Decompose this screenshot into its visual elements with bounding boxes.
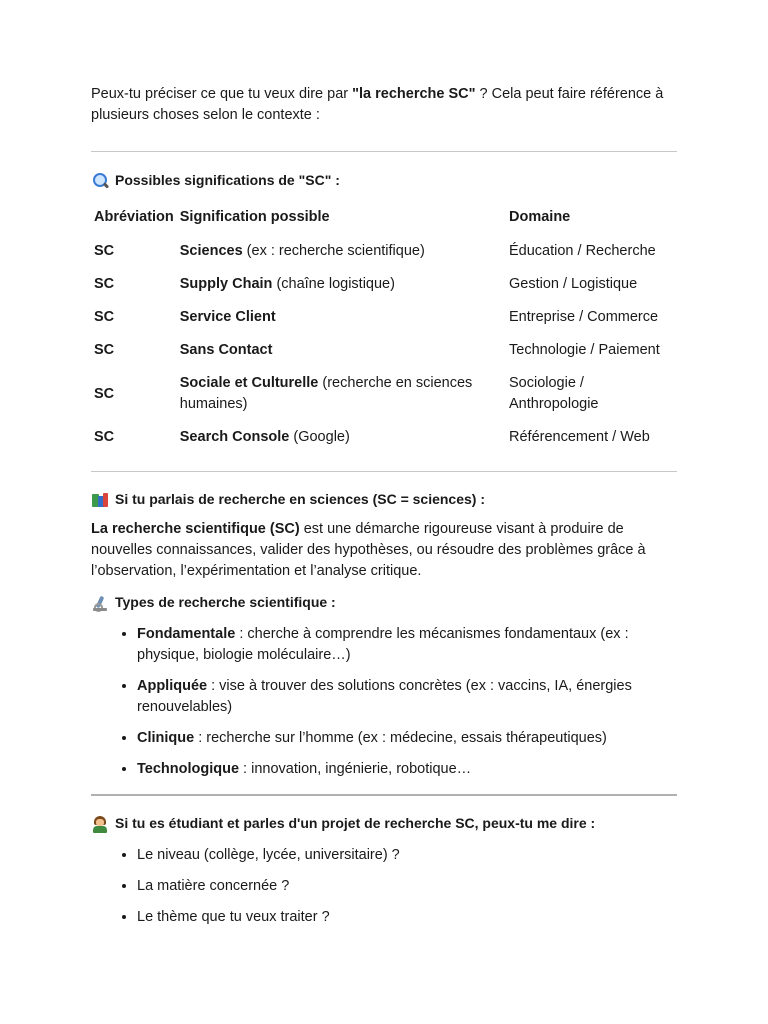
meaning-cell: Sciences (ex : recherche scientifique) [179, 243, 425, 259]
meaning-cell: Sociale et Culturelle (recherche en sciences humaines) [179, 375, 473, 412]
list-item: • Le niveau (collège, lycée, universitaire) ? [137, 844, 677, 866]
abbr-cell: SC [94, 243, 115, 259]
meaning-cell: Search Console (Google) [179, 429, 350, 445]
table-row [91, 421, 677, 454]
science-paragraph: La recherche scientifique (SC) est une démarche rigoureuse visant à produire de nouvelles connaissances, valider des hypothèses, ou résoudre des problèmes grâce à l’observation, l’expérimentation et l’analyse critique. [91, 521, 646, 579]
domain-cell: Sociologie / Anthropologie [509, 375, 599, 412]
meanings-table [91, 201, 677, 454]
types-list [91, 623, 677, 780]
list-item: • La matière concernée ? [137, 875, 677, 897]
abbr-cell: SC [94, 342, 115, 358]
column-header: Abréviation [94, 209, 174, 225]
meaning-cell: Service Client [179, 309, 276, 325]
meaning-cell: Sans Contact [179, 342, 273, 358]
list-item: • Clinique : recherche sur l’homme (ex : médecine, essais thérapeutiques) [137, 727, 677, 749]
list-item: • Appliquée : vise à trouver des solutions concrètes (ex : vaccins, IA, énergies renouvelables) [137, 675, 677, 718]
student-icon [91, 815, 109, 833]
table-header-row [91, 201, 677, 235]
science-heading [91, 489, 677, 510]
column-header: Domaine [509, 209, 571, 225]
meaning-cell: Supply Chain (chaîne logistique) [179, 276, 395, 292]
table-row [91, 268, 677, 301]
meanings-heading [91, 170, 677, 191]
list-item: • Le thème que tu veux traiter ? [137, 906, 677, 928]
intro-text: Peux-tu préciser ce que tu veux dire par [91, 86, 353, 102]
divider [91, 471, 677, 472]
list-item: • Fondamentale : cherche à comprendre les mécanismes fondamentaux (ex : physique, biologie moléculaire…) [137, 623, 677, 666]
abbr-cell: SC [94, 309, 115, 325]
types-heading [91, 592, 677, 613]
divider [91, 151, 677, 152]
chat-response [91, 84, 677, 937]
books-icon [91, 491, 109, 509]
abbr-cell: SC [94, 385, 115, 402]
student-list [91, 844, 677, 928]
intro-text-end: ? Cela peut faire référence à plusieurs choses selon le contexte : [91, 86, 664, 123]
domain-cell: Éducation / Recherche [509, 243, 656, 259]
table-row [91, 301, 677, 334]
intro-bold: "la recherche SC" [352, 86, 476, 102]
abbr-cell: SC [94, 429, 115, 445]
science-heading-text: Si tu parlais de recherche en sciences (SC = sciences) : [115, 491, 486, 507]
table-row [91, 334, 677, 367]
domain-cell: Entreprise / Commerce [509, 309, 659, 325]
list-item: • Technologique : innovation, ingénierie, robotique… [137, 758, 677, 780]
types-heading-text: Types de recherche scientifique : [115, 594, 336, 610]
intro-paragraph [91, 84, 677, 126]
student-heading-text: Si tu es étudiant et parles d'un projet de recherche SC, peux-tu me dire : [115, 815, 596, 831]
divider [91, 794, 677, 796]
domain-cell: Technologie / Paiement [509, 342, 660, 358]
table-row [91, 235, 677, 268]
table-row [91, 367, 677, 421]
student-heading [91, 813, 677, 834]
column-header: Signification possible [179, 209, 330, 225]
meanings-heading-text: Possibles significations de "SC" : [115, 172, 340, 188]
abbr-cell: SC [94, 276, 115, 292]
domain-cell: Gestion / Logistique [509, 276, 638, 292]
magnifying-glass-icon [91, 172, 109, 190]
domain-cell: Référencement / Web [509, 429, 650, 445]
microscope-icon [91, 594, 109, 612]
